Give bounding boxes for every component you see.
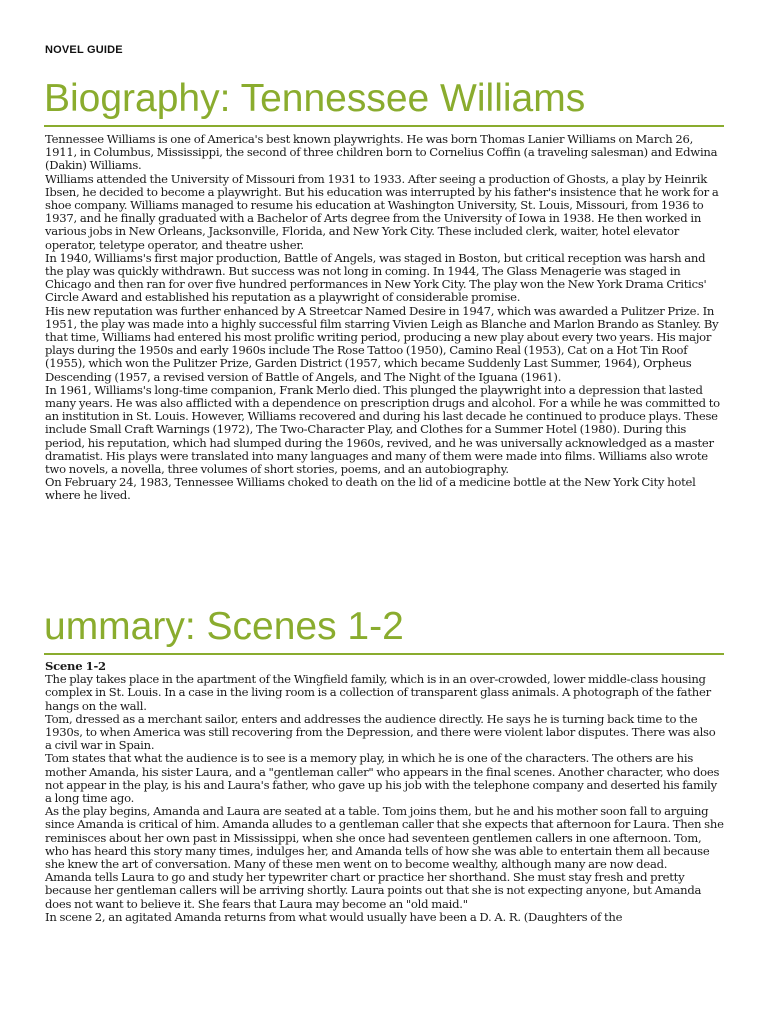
biography-paragraph: On February 24, 1983, Tennessee Williams choked to death on the lid of a medicine bottle at the New York City hotel where he lived.	[45, 475, 696, 503]
summary-divider	[44, 653, 724, 655]
summary-paragraph: Amanda tells Laura to go and study her typewriter chart or practice her shorthand. She must stay fresh and pretty because her gentleman callers will be arriving shortly. Laura points out that she is not expecting anyone, but Amanda does not want to believe it. She fears that Laura may become an "old maid."	[45, 870, 702, 911]
biography-paragraph: In 1961, Williams's long-time companion, Frank Merlo died. This plunged the playwright into a depression that lasted many years. He was also afflicted with a dependence on prescription drugs and alcohol. For a while he was committed to an institution in St. Louis. However, Williams recovered and during his last decade he continued to produce plays. These include Small Craft Warnings (1972), The Two-Character Play, and Clothes for a Summer Hotel (1980). During this period, his reputation, which had slumped during the 1960s, revived, and he was universally acknowledged as a master dramatist. His plays were translated into many languages and many of them were made into films. Williams also wrote two novels, a novella, three volumes of short stories, poems, and an autobiography.	[45, 382, 720, 477]
biography-paragraph: Williams attended the University of Missouri from 1931 to 1933. After seeing a production of Ghosts, a play by Heinrik Ibsen, he decided to become a playwright. But his education was interrupted by his father's insistence that he work for a shoe company. Williams managed to resume his education at Washington University, St. Louis, Missouri, from 1936 to 1937, and he finally graduated with a Bachelor of Arts degree from the University of Iowa in 1938. He then worked in various jobs in New Orleans, Jacksonville, Florida, and New York City. These included clerk, waiter, hotel elevator operator, teletype operator, and theatre usher.	[45, 171, 719, 252]
summary-paragraph: In scene 2, an agitated Amanda returns from what would usually have been a D. A. R. (Daughters of the	[45, 909, 623, 924]
biography-paragraph: His new reputation was further enhanced by A Streetcar Named Desire in 1947, which was awarded a Pulitzer Prize. In 1951, the play was made into a highly successful film starring Vivien Leigh as Blanche and Marlon Brando as Stanley. By that time, Williams had entered his most prolific writing period, producing a new play about every two years. His major plays during the 1950s and early 1960s include The Rose Tattoo (1950), Camino Real (1953), Cat on a Hot Tin Roof (1955), which won the Pulitzer Prize, Garden District (1957, which became Suddenly Last Summer, 1964), Orpheus Descending (1957, a revised version of Battle of Angels, and The Night of the Iguana (1961).	[45, 303, 719, 384]
summary-paragraph: As the play begins, Amanda and Laura are seated at a table. Tom joins them, but he and his mother soon fall to arguing since Amanda is critical of him. Amanda alludes to a gentleman caller that she expects that afternoon for Laura. Then she reminisces about her own past in Mississippi, when she once had seventeen gentlemen callers in one afternoon. Tom, who has heard this story many times, indulges her, and Amanda tells of how she was able to entertain them all because she knew the art of conversation. Many of these men went on to become wealthy, although many are now dead.	[45, 804, 724, 872]
scene-subheading: Scene 1-2	[45, 659, 106, 673]
novel-guide-label: NOVEL GUIDE	[45, 44, 123, 56]
summary-paragraph: Tom states that what the audience is to see is a memory play, in which he is one of the characters. The others are his mother Amanda, his sister Laura, and a "gentleman caller" who appears in the final scenes. Another character, who does not appear in the play, is his and Laura's father, who gave up his job with the telephone company and deserted his family a long time ago.	[45, 751, 720, 806]
summary-paragraph: Tom, dressed as a merchant sailor, enters and addresses the audience directly. He says he is turning back time to the 1930s, to when America was still recovering from the Depression, and there were violent labor disputes. There was also a civil war in Spain.	[45, 711, 716, 753]
summary-heading: ummary: Scenes 1-2	[44, 605, 404, 648]
biography-heading: Biography: Tennessee Williams	[44, 77, 586, 120]
summary-body	[45, 660, 725, 924]
summary-paragraph: The play takes place in the apartment of the Wingfield family, which is in an over-crowded, lower middle-class housing complex in St. Louis. In a case in the living room is a collection of transparent glass animals. A photograph of the father hangs on the wall.	[45, 672, 711, 713]
biography-paragraph: Tennessee Williams is one of America's best known playwrights. He was born Thomas Lanier Williams on March 26, 1911, in Columbus, Mississippi, the second of three children born to Cornelius Coffin (a traveling salesman) and Edwina (Dakin) Williams.	[45, 132, 718, 173]
biography-paragraph: In 1940, Williams's first major production, Battle of Angels, was staged in Boston, but critical reception was harsh and the play was quickly withdrawn. But success was not long in coming. In 1944, The Glass Menagerie was staged in Chicago and then ran for over five hundred performances in New York City. The play won the New York Drama Critics' Circle Award and established his reputation as a playwright of considerable promise.	[45, 250, 707, 305]
biography-body	[45, 133, 725, 503]
biography-divider	[44, 125, 724, 127]
